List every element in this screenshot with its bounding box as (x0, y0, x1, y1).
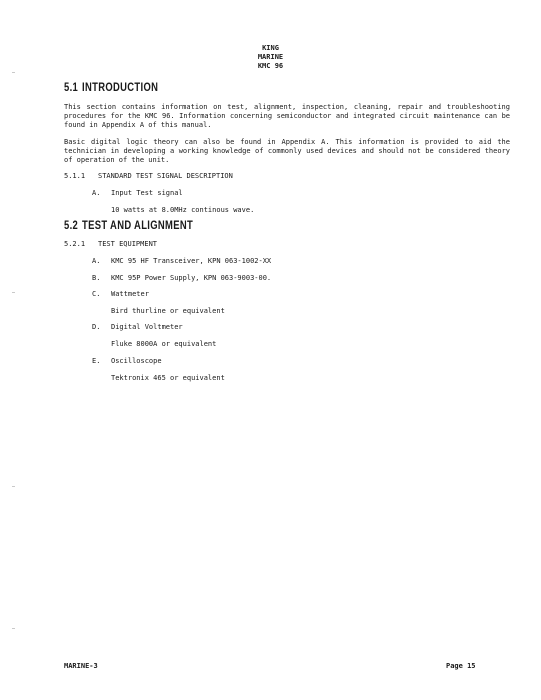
subsection-number: 5.2.1 (64, 240, 86, 248)
section-heading: TEST AND ALIGNMENT (82, 220, 194, 232)
item-label: Input Test signal (111, 189, 183, 197)
item-letter: A. (92, 257, 101, 265)
subsection-5-1-1 (64, 172, 233, 181)
item-letter: A. (92, 189, 101, 197)
page-header (0, 44, 541, 71)
subsection-5-2-1 (64, 240, 157, 249)
subsection-title: TEST EQUIPMENT (98, 240, 158, 248)
item-label: Wattmeter (111, 290, 149, 298)
item-letter: B. (92, 274, 101, 282)
scan-mark (12, 72, 15, 73)
item-label: Digital Voltmeter (111, 323, 183, 331)
item-detail-voltmeter: Fluke 8000A or equivalent (111, 340, 217, 348)
header-line-3: KMC 96 (257, 62, 284, 70)
footer-section-id: MARINE-3 (64, 662, 98, 670)
item-label: KMC 95 HF Transceiver, KPN 063-1002-XX (111, 257, 272, 265)
list-item-digital-voltmeter (92, 323, 183, 332)
intro-paragraph-2: Basic digital logic theory can also be found in Appendix A. This information is provided to aid the technician in developing a working knowledge of commonly used devices and should not be considered theory of operation of the unit. (64, 138, 510, 164)
item-detail-oscilloscope: Tektronix 465 or equivalent (111, 374, 225, 382)
item-letter: C. (92, 290, 101, 298)
item-letter: E. (92, 357, 101, 365)
item-letter: D. (92, 323, 101, 331)
section-number: 5.1 (64, 82, 79, 94)
header-line-1: KING (262, 44, 279, 52)
list-item-power-supply (92, 274, 271, 283)
subsection-number: 5.1.1 (64, 172, 86, 180)
section-title-introduction (64, 84, 158, 93)
footer-page-number: Page 15 (446, 662, 476, 670)
scan-mark (12, 292, 15, 293)
list-item-input-test-signal (92, 189, 183, 198)
item-label: Oscilloscope (111, 357, 162, 365)
scan-mark (12, 486, 15, 487)
list-item-oscilloscope (92, 357, 162, 366)
list-item-wattmeter (92, 290, 149, 299)
item-detail: 10 watts at 8.0MHz continous wave. (111, 206, 255, 214)
intro-paragraph-1: This section contains information on test, alignment, inspection, cleaning, repair and troubleshooting procedures for the KMC 96. Information concerning semiconductor and integrated circuit maintenance can be found in Appendix A of this manual. (64, 103, 510, 129)
subsection-title: STANDARD TEST SIGNAL DESCRIPTION (98, 172, 233, 180)
scan-mark (12, 628, 15, 629)
header-line-2: MARINE (257, 53, 284, 61)
section-title-test-alignment (64, 222, 193, 231)
section-heading: INTRODUCTION (82, 82, 159, 94)
section-number: 5.2 (64, 220, 79, 232)
item-label: KMC 95P Power Supply, KPN 063-9003-00. (111, 274, 272, 282)
item-detail-wattmeter: Bird thurline or equivalent (111, 307, 225, 315)
list-item-transceiver (92, 257, 271, 266)
